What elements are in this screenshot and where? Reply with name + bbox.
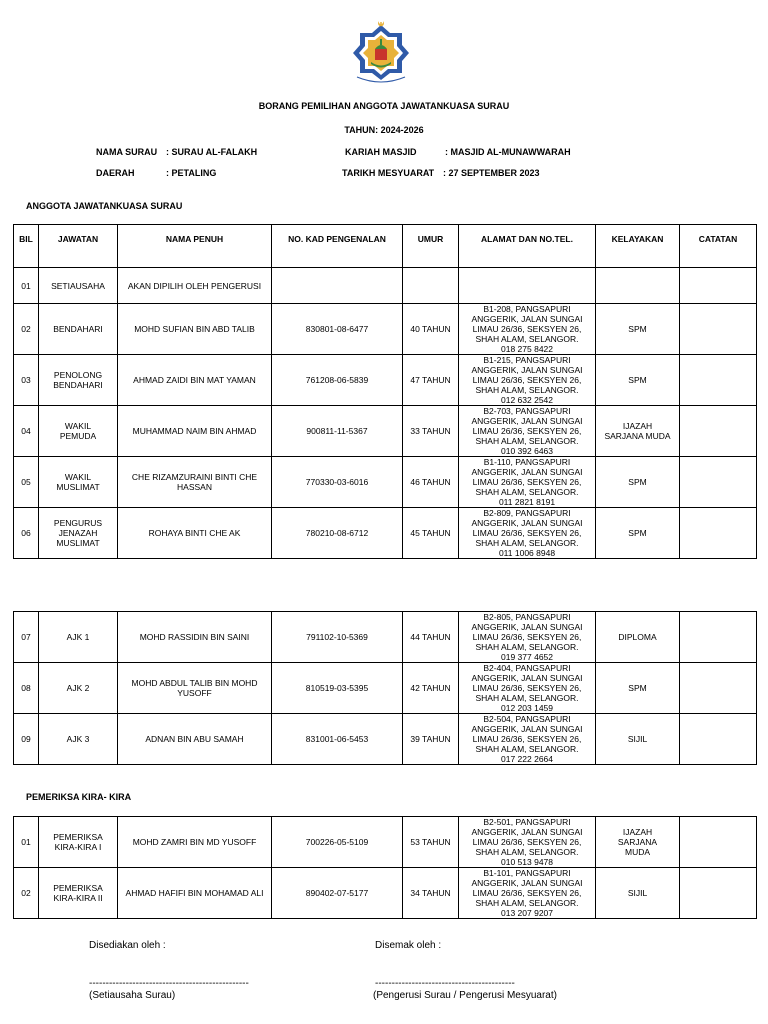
cell-alamat-line: ANGGERIK, JALAN SUNGAI [471,622,583,632]
tarikh-value: : 27 SEPTEMBER 2023 [443,168,540,178]
table-row [14,817,757,868]
cell-kelayakan-line: SARJANA MUDA [604,431,671,441]
cell-jawatan-line: WAKIL [64,421,92,431]
cell-alamat [459,355,596,406]
cell-jawatan-line: AJK 3 [66,734,90,744]
cell-alamat [459,868,596,919]
cell-nama-line: AHMAD HAFIFI BIN MOHAMAD ALI [125,888,264,898]
col-header-alamat: ALAMAT DAN NO.TEL. [459,225,596,268]
table-row [14,268,757,304]
cell-alamat [459,406,596,457]
prepared-by-label: Disediakan oleh : [89,940,166,951]
cell-kelayakan-line: SIJIL [627,734,648,744]
cell-ic: 890402-07-5177 [272,868,403,919]
cell-nama [118,457,272,508]
cell-alamat-line: 010 392 6463 [501,446,553,456]
cell-bil: 08 [14,663,39,714]
cell-nama-line: CHE RIZAMZURAINI BINTI CHE [131,472,258,482]
cell-catatan [680,304,757,355]
cell-alamat-line: LIMAU 26/36, SEKSYEN 26, [472,837,582,847]
col-header-kelayakan: KELAYAKAN [596,225,680,268]
form-title: BORANG PEMILIHAN ANGGOTA JAWATANKUASA SURAU [258,101,510,111]
cell-alamat [459,457,596,508]
cell-ic: 700226-05-5109 [272,817,403,868]
table-row [14,714,757,765]
cell-nama [118,663,272,714]
table-row [14,508,757,559]
cell-alamat-line: SHAH ALAM, SELANGOR. [475,334,579,344]
cell-alamat-line: LIMAU 26/36, SEKSYEN 26, [472,375,582,385]
cell-ic: 831001-06-5453 [272,714,403,765]
cell-jawatan-line: WAKIL [64,472,92,482]
cell-nama-line: AHMAD ZAIDI BIN MAT YAMAN [133,375,256,385]
cell-kelayakan [596,304,680,355]
cell-kelayakan-line: IJAZAH [622,421,653,431]
reviewed-by-signature-line: ------------------------------------------ [375,978,515,989]
cell-alamat-line: 019 377 4652 [501,652,553,662]
cell-nama [118,355,272,406]
cell-bil: 02 [14,304,39,355]
cell-alamat-line: LIMAU 26/36, SEKSYEN 26, [472,426,582,436]
cell-alamat-line: ANGGERIK, JALAN SUNGAI [471,467,583,477]
table-row [14,663,757,714]
cell-bil: 01 [14,268,39,304]
cell-nama-line: HASSAN [177,482,212,492]
cell-alamat-line: 012 632 2542 [501,395,553,405]
cell-jawatan-line: PEMUDA [59,431,97,441]
col-header-jawatan: JAWATAN [39,225,118,268]
cell-alamat-line: 017 222 2664 [501,754,553,764]
cell-bil: 09 [14,714,39,765]
cell-jawatan [39,868,118,919]
cell-jawatan [39,406,118,457]
table-row [14,406,757,457]
cell-jawatan-line: PEMERIKSA [53,883,103,893]
cell-alamat-line: SHAH ALAM, SELANGOR. [475,385,579,395]
cell-jawatan-line: MUSLIMAT [56,482,100,492]
cell-alamat [459,714,596,765]
cell-kelayakan [596,457,680,508]
tarikh-label: TARIKH MESYUARAT [342,168,435,178]
cell-kelayakan [596,355,680,406]
cell-nama-line: MOHD ABDUL TALIB BIN MOHD [131,678,258,688]
cell-kelayakan-line: SARJANA [617,837,658,847]
cell-nama [118,817,272,868]
cell-jawatan-line: BENDAHARI [53,380,103,390]
cell-ic: 761208-06-5839 [272,355,403,406]
cell-kelayakan [596,508,680,559]
table-row [14,304,757,355]
cell-kelayakan-line: SPM [628,375,647,385]
cell-nama-line: MOHD RASSIDIN BIN SAINI [139,632,250,642]
col-header-catatan: CATATAN [680,225,757,268]
cell-alamat-line: 013 207 9207 [501,908,553,918]
cell-alamat-line: B2-501, PANGSAPURI [483,817,571,827]
cell-umur: 45 TAHUN [403,508,459,559]
cell-nama-line: ADNAN BIN ABU SAMAH [145,734,244,744]
cell-jawatan [39,663,118,714]
cell-umur: 39 TAHUN [403,714,459,765]
cell-catatan [680,663,757,714]
table-header-row [14,225,757,268]
cell-catatan [680,508,757,559]
cell-alamat-line: B1-101, PANGSAPURI [483,868,571,878]
cell-alamat-line: LIMAU 26/36, SEKSYEN 26, [472,477,582,487]
cell-kelayakan-line: SPM [628,324,647,334]
cell-catatan [680,612,757,663]
cell-alamat-line: LIMAU 26/36, SEKSYEN 26, [472,683,582,693]
cell-alamat-line: B1-110, PANGSAPURI [483,457,571,467]
cell-ic: 830801-08-6477 [272,304,403,355]
cell-alamat-line: ANGGERIK, JALAN SUNGAI [471,365,583,375]
cell-alamat-line: ANGGERIK, JALAN SUNGAI [471,416,583,426]
cell-jawatan [39,457,118,508]
cell-alamat-line: B1-215, PANGSAPURI [483,355,571,365]
cell-kelayakan [596,612,680,663]
daerah-value: : PETALING [166,168,217,178]
surau-octagon-star-logo-icon [349,17,413,83]
cell-jawatan-line: AJK 2 [66,683,90,693]
form-year: TAHUN: 2024-2026 [344,125,424,135]
reviewed-by-role: (Pengerusi Surau / Pengerusi Mesyuarat) [373,990,557,1001]
cell-alamat-line: SHAH ALAM, SELANGOR. [475,436,579,446]
cell-umur: 47 TAHUN [403,355,459,406]
cell-bil: 04 [14,406,39,457]
cell-kelayakan-line: SPM [628,683,647,693]
cell-alamat-line: 018 275 8422 [501,344,553,354]
cell-kelayakan [596,714,680,765]
cell-bil: 02 [14,868,39,919]
cell-jawatan-line: JENAZAH [58,528,98,538]
cell-catatan [680,406,757,457]
cell-ic: 780210-08-6712 [272,508,403,559]
cell-alamat-line: SHAH ALAM, SELANGOR. [475,847,579,857]
cell-alamat-line: ANGGERIK, JALAN SUNGAI [471,827,583,837]
col-header-umur: UMUR [403,225,459,268]
section-auditor-title: PEMERIKSA KIRA- KIRA [26,792,132,802]
committee-table [13,224,757,559]
cell-ic: 810519-03-5395 [272,663,403,714]
cell-nama-line: MOHD SUFIAN BIN ABD TALIB [134,324,255,334]
cell-alamat-line: SHAH ALAM, SELANGOR. [475,487,579,497]
cell-catatan [680,355,757,406]
cell-umur [403,268,459,304]
cell-kelayakan [596,406,680,457]
cell-alamat-line: 010 513 9478 [501,857,553,867]
cell-alamat-line: B2-504, PANGSAPURI [483,714,571,724]
cell-alamat-line: ANGGERIK, JALAN SUNGAI [471,724,583,734]
cell-bil: 03 [14,355,39,406]
col-header-nama: NAMA PENUH [118,225,272,268]
cell-alamat-line: SHAH ALAM, SELANGOR. [475,693,579,703]
col-header-bil: BIL [14,225,39,268]
cell-ic: 900811-11-5367 [272,406,403,457]
cell-alamat-line: B2-404, PANGSAPURI [483,663,571,673]
cell-nama-line: YUSOFF [177,688,212,698]
cell-alamat [459,663,596,714]
cell-alamat [459,817,596,868]
cell-alamat-line: B2-805, PANGSAPURI [483,612,571,622]
section-committee-title: ANGGOTA JAWATANKUASA SURAU [26,201,183,211]
cell-nama-line: MUHAMMAD NAIM BIN AHMAD [132,426,257,436]
cell-umur: 46 TAHUN [403,457,459,508]
cell-alamat-line: ANGGERIK, JALAN SUNGAI [471,518,583,528]
cell-nama-line: MOHD ZAMRI BIN MD YUSOFF [132,837,257,847]
cell-alamat [459,612,596,663]
cell-alamat-line: SHAH ALAM, SELANGOR. [475,642,579,652]
cell-alamat-line: ANGGERIK, JALAN SUNGAI [471,878,583,888]
cell-jawatan [39,268,118,304]
cell-jawatan-line: BENDAHARI [53,324,103,334]
cell-jawatan-line: PENOLONG [53,370,103,380]
surau-logo [349,17,413,83]
cell-catatan [680,714,757,765]
cell-jawatan-line: PEMERIKSA [53,832,103,842]
prepared-by-role: (Setiausaha Surau) [89,990,176,1001]
cell-alamat-line: ANGGERIK, JALAN SUNGAI [471,314,583,324]
cell-nama [118,268,272,304]
table-row [14,457,757,508]
cell-bil: 06 [14,508,39,559]
cell-kelayakan [596,663,680,714]
table-row [14,355,757,406]
cell-jawatan [39,508,118,559]
reviewed-by-label: Disemak oleh : [375,940,442,951]
cell-nama [118,612,272,663]
committee-table-continued [13,611,757,765]
cell-jawatan-line: KIRA-KIRA II [53,893,103,903]
cell-nama-line: ROHAYA BINTI CHE AK [148,528,241,538]
cell-alamat-line: LIMAU 26/36, SEKSYEN 26, [472,888,582,898]
cell-umur: 44 TAHUN [403,612,459,663]
cell-alamat-line: SHAH ALAM, SELANGOR. [475,538,579,548]
cell-bil: 01 [14,817,39,868]
cell-umur: 40 TAHUN [403,304,459,355]
cell-alamat-line: 012 203 1459 [501,703,553,713]
cell-umur: 42 TAHUN [403,663,459,714]
cell-alamat-line: LIMAU 26/36, SEKSYEN 26, [472,632,582,642]
cell-umur: 34 TAHUN [403,868,459,919]
cell-alamat-line: B2-703, PANGSAPURI [483,406,571,416]
cell-jawatan [39,714,118,765]
cell-ic: 791102-10-5369 [272,612,403,663]
cell-jawatan [39,612,118,663]
cell-alamat [459,268,596,304]
cell-nama-line: AKAN DIPILIH OLEH PENGERUSI [127,280,262,291]
nama-surau-value: : SURAU AL-FALAKH [166,147,258,157]
cell-alamat-line: B2-809, PANGSAPURI [483,508,571,518]
cell-nama [118,406,272,457]
cell-kelayakan-line: MUDA [624,847,651,857]
prepared-by-signature-line: ------------------------------------------------ [89,978,249,989]
cell-jawatan-line: AJK 1 [66,632,90,642]
cell-nama [118,304,272,355]
cell-catatan [680,868,757,919]
cell-jawatan-line: KIRA-KIRA I [54,842,102,852]
cell-catatan [680,817,757,868]
cell-jawatan [39,817,118,868]
cell-alamat-line: LIMAU 26/36, SEKSYEN 26, [472,324,582,334]
daerah-label: DAERAH [96,168,135,178]
cell-nama [118,868,272,919]
cell-kelayakan-line: DIPLOMA [618,632,657,642]
cell-kelayakan [596,817,680,868]
cell-ic [272,268,403,304]
cell-alamat-line: B1-208, PANGSAPURI [483,304,571,314]
cell-kelayakan [596,868,680,919]
cell-jawatan-line: SETIAUSAHA [51,280,105,291]
cell-alamat-line: 011 1006 8948 [498,548,556,558]
cell-kelayakan-line: SPM [628,528,647,538]
cell-alamat [459,304,596,355]
cell-alamat-line: 011 2821 8191 [498,497,556,507]
cell-alamat-line: SHAH ALAM, SELANGOR. [475,898,579,908]
cell-alamat [459,508,596,559]
cell-umur: 33 TAHUN [403,406,459,457]
cell-catatan [680,457,757,508]
cell-catatan [680,268,757,304]
cell-jawatan [39,355,118,406]
cell-jawatan-line: MUSLIMAT [56,538,100,548]
table-row [14,868,757,919]
cell-bil: 07 [14,612,39,663]
cell-jawatan [39,304,118,355]
cell-kelayakan-line: SIJIL [627,888,648,898]
cell-kelayakan [596,268,680,304]
cell-ic: 770330-03-6016 [272,457,403,508]
cell-bil: 05 [14,457,39,508]
cell-jawatan-line: PENGURUS [53,518,103,528]
cell-kelayakan-line: SPM [628,477,647,487]
nama-surau-label: NAMA SURAU [96,147,158,157]
cell-alamat-line: LIMAU 26/36, SEKSYEN 26, [472,734,582,744]
cell-alamat-line: ANGGERIK, JALAN SUNGAI [471,673,583,683]
kariah-label: KARIAH MASJID [345,147,417,157]
cell-umur: 53 TAHUN [403,817,459,868]
cell-alamat-line: SHAH ALAM, SELANGOR. [475,744,579,754]
cell-kelayakan-line: IJAZAH [622,827,653,837]
cell-alamat-line: LIMAU 26/36, SEKSYEN 26, [472,528,582,538]
col-header-ic: NO. KAD PENGENALAN [272,225,403,268]
table-row [14,612,757,663]
kariah-value: : MASJID AL-MUNAWWARAH [445,147,571,157]
cell-nama [118,508,272,559]
auditor-table [13,816,757,919]
cell-nama [118,714,272,765]
